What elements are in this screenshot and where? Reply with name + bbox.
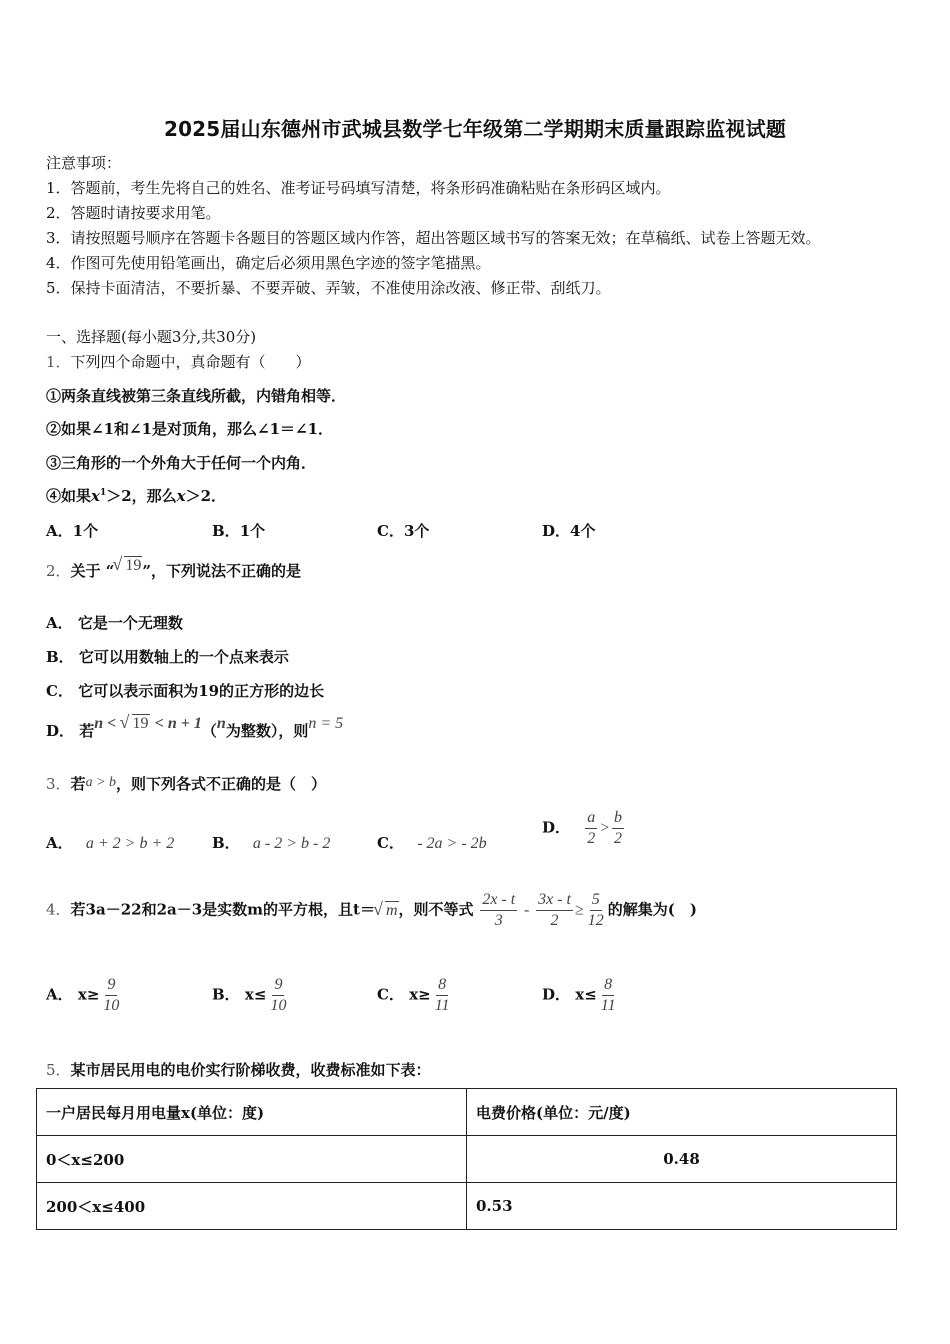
page-title: 2025届山东德州市武城县数学七年级第二学期期末质量跟踪监视试题 [163, 117, 787, 141]
table-header-row [37, 1089, 897, 1136]
fraction [536, 890, 573, 931]
option-label: A． [46, 985, 73, 1004]
option-label: C． [377, 985, 404, 1004]
option-label: A． [46, 834, 73, 852]
question-2 [46, 557, 302, 581]
q2-option-c[interactable] [46, 680, 324, 701]
numerator: 2x - t [480, 890, 517, 911]
q3-option-b[interactable] [212, 832, 330, 853]
sqrt-expression [114, 557, 142, 575]
table-cell: 0.48 [467, 1136, 897, 1183]
table-header-cell: 电费价格(单位：元/度) [467, 1089, 897, 1136]
math-expression: < n + 1 [154, 715, 202, 732]
option-label: B． [212, 522, 240, 540]
fraction [586, 890, 606, 931]
section-heading: 一、选择题(每小题3分,共30分) [46, 328, 257, 346]
notice-heading: 注意事项： [46, 154, 122, 172]
q4-option-c[interactable] [377, 975, 454, 1016]
math-expression: - 2a > - 2b [417, 835, 487, 852]
numerator: a [585, 808, 597, 829]
denominator: 3 [494, 912, 503, 929]
question-5 [46, 1059, 431, 1080]
option-text: 4个 [570, 522, 596, 540]
text: ”，下列说法不正确的是 [142, 562, 302, 580]
question-1 [46, 351, 311, 372]
q1-statement-2: ②如果∠1和∠1是对顶角，那么∠1＝∠1． [46, 420, 334, 438]
relation: x≤ [575, 985, 597, 1004]
text: ④如果 [46, 487, 92, 505]
numerator: 8 [436, 975, 448, 996]
option-label: A． [46, 614, 73, 632]
relation: x≥ [77, 985, 100, 1004]
var-x: x [91, 487, 100, 505]
q1-statement-4 [46, 485, 226, 506]
numerator: 9 [105, 975, 117, 996]
option-label: B． [212, 985, 240, 1004]
option-text: 1个 [72, 522, 99, 540]
question-3 [46, 773, 326, 794]
text: 为整数），则 [225, 722, 309, 740]
table-row [37, 1183, 897, 1230]
radicand: 19 [132, 715, 149, 732]
math-expression: a + 2 > b + 2 [85, 835, 175, 852]
fraction [268, 975, 288, 1016]
text: 若 [70, 775, 86, 793]
fraction [101, 975, 121, 1016]
q2-option-b[interactable] [46, 646, 289, 667]
math-operator: > [599, 819, 611, 837]
radicand: 19 [125, 557, 142, 574]
question-number: 1． [46, 353, 71, 371]
text: ，则下列各式不正确的是（ ） [116, 775, 327, 793]
text: ＞2，那么 [106, 487, 177, 505]
denominator: 2 [550, 912, 559, 929]
numerator: 8 [602, 975, 614, 996]
text: ＞2． [185, 487, 227, 505]
question-stem: 下列四个命题中，真命题有（ ） [70, 353, 311, 371]
table-row [37, 1136, 897, 1183]
option-text: 它可以表示面积为19的正方形的边长 [78, 682, 325, 700]
option-label: C． [377, 834, 404, 852]
relation: x≤ [244, 985, 267, 1004]
math-expression: a - 2 > b - 2 [252, 835, 331, 852]
denominator: 10 [103, 997, 120, 1014]
numerator: 3x - t [536, 890, 573, 911]
sqrt-expression [122, 715, 150, 733]
fraction [433, 975, 452, 1016]
option-label: B． [46, 648, 74, 666]
fraction [612, 808, 624, 849]
text: （ [201, 722, 217, 740]
option-text: 它是一个无理数 [77, 614, 183, 632]
option-label: D． [542, 985, 571, 1004]
notice-item: 2．答题时请按要求用笔。 [46, 204, 221, 222]
q2-option-d[interactable] [46, 715, 344, 741]
exponent: 1 [99, 488, 107, 498]
numerator: b [612, 808, 624, 829]
question-number: 5． [46, 1061, 71, 1079]
notice-item: 5．保持卡面清洁，不要折暴、不要弄破、弄皱，不准使用涂改液、修正带、刮纸刀。 [46, 279, 611, 297]
denominator: 2 [587, 830, 596, 847]
text: 若 [79, 722, 95, 740]
var-x: x [176, 487, 186, 505]
table-cell: 0.53 [467, 1183, 897, 1230]
relation: x≥ [409, 985, 431, 1004]
notice-item: 4．作图可先使用铅笔画出，确定后必须用黑色字迹的签字笔描黑。 [46, 254, 491, 272]
option-label: D． [46, 722, 75, 740]
option-text: 1个 [239, 522, 266, 540]
option-label: A． [46, 522, 73, 540]
q1-option-b[interactable] [212, 520, 265, 541]
math-expression: a > b [85, 775, 117, 790]
q1-option-d[interactable] [542, 520, 595, 541]
q1-option-a[interactable] [46, 520, 98, 541]
math-expression: n [216, 715, 226, 732]
question-number: 4． [46, 900, 71, 919]
math-expression: n < [94, 715, 117, 732]
sqrt-expression [375, 902, 399, 920]
q3-option-c[interactable] [377, 832, 487, 853]
q1-option-c[interactable] [377, 520, 429, 541]
question-number: 3． [46, 775, 71, 793]
denominator: 11 [434, 997, 450, 1014]
price-table [36, 1088, 897, 1230]
q1-statement-1: ①两条直线被第三条直线所截，内错角相等． [46, 387, 347, 405]
notice-item: 3．请按照题号顺序在答题卡各题目的答题区域内作答，超出答题区域书写的答案无效；在草稿纸、试卷上答题无效。 [46, 229, 821, 247]
numerator: 9 [272, 975, 284, 996]
text: 若3a－22和2a－3是实数m的平方根，且t＝ [70, 900, 375, 919]
fraction [599, 975, 618, 1016]
table-header-cell: 一户居民每月用电量x(单位：度) [37, 1089, 467, 1136]
fraction [480, 890, 517, 931]
numerator: 5 [590, 890, 602, 911]
option-text: 它可以用数轴上的一个点来表示 [78, 648, 289, 666]
radicand: m [385, 901, 398, 919]
denominator: 12 [587, 912, 604, 929]
text: 的解集为( ) [607, 900, 697, 919]
math-expression: n = 5 [308, 715, 344, 732]
text: 关于 “ [70, 562, 115, 580]
q2-option-a[interactable] [46, 612, 183, 633]
question-4 [46, 890, 697, 931]
question-number: 2． [46, 562, 71, 580]
option-label: C． [46, 682, 73, 700]
text: ，则不等式 [398, 900, 474, 919]
option-text: 3个 [403, 522, 430, 540]
fraction [585, 808, 597, 849]
notice-item: 1．答题前，考生先将自己的姓名、准考证号码填写清楚，将条形码准确粘贴在条形码区域内。 [46, 179, 671, 197]
math-operator: - [524, 901, 530, 919]
table-cell: 200＜x≤400 [37, 1183, 467, 1230]
denominator: 10 [270, 997, 287, 1014]
q4-option-a[interactable] [46, 975, 123, 1016]
math-operator: ≥ [574, 901, 584, 919]
option-label: D． [542, 522, 571, 540]
q4-option-d[interactable] [542, 975, 620, 1016]
table-cell: 0＜x≤200 [37, 1136, 467, 1183]
q4-option-b[interactable] [212, 975, 290, 1016]
question-stem: 某市居民用电的电价实行阶梯收费，收费标准如下表： [70, 1061, 431, 1079]
denominator: 11 [600, 997, 616, 1014]
q3-option-d[interactable] [542, 808, 626, 849]
option-label: C． [377, 522, 404, 540]
denominator: 2 [614, 830, 623, 847]
option-label: B． [212, 834, 240, 852]
option-label: D． [542, 818, 571, 837]
q3-option-a[interactable] [46, 832, 174, 853]
q1-statement-3: ③三角形的一个外角大于任何一个内角． [46, 454, 317, 472]
